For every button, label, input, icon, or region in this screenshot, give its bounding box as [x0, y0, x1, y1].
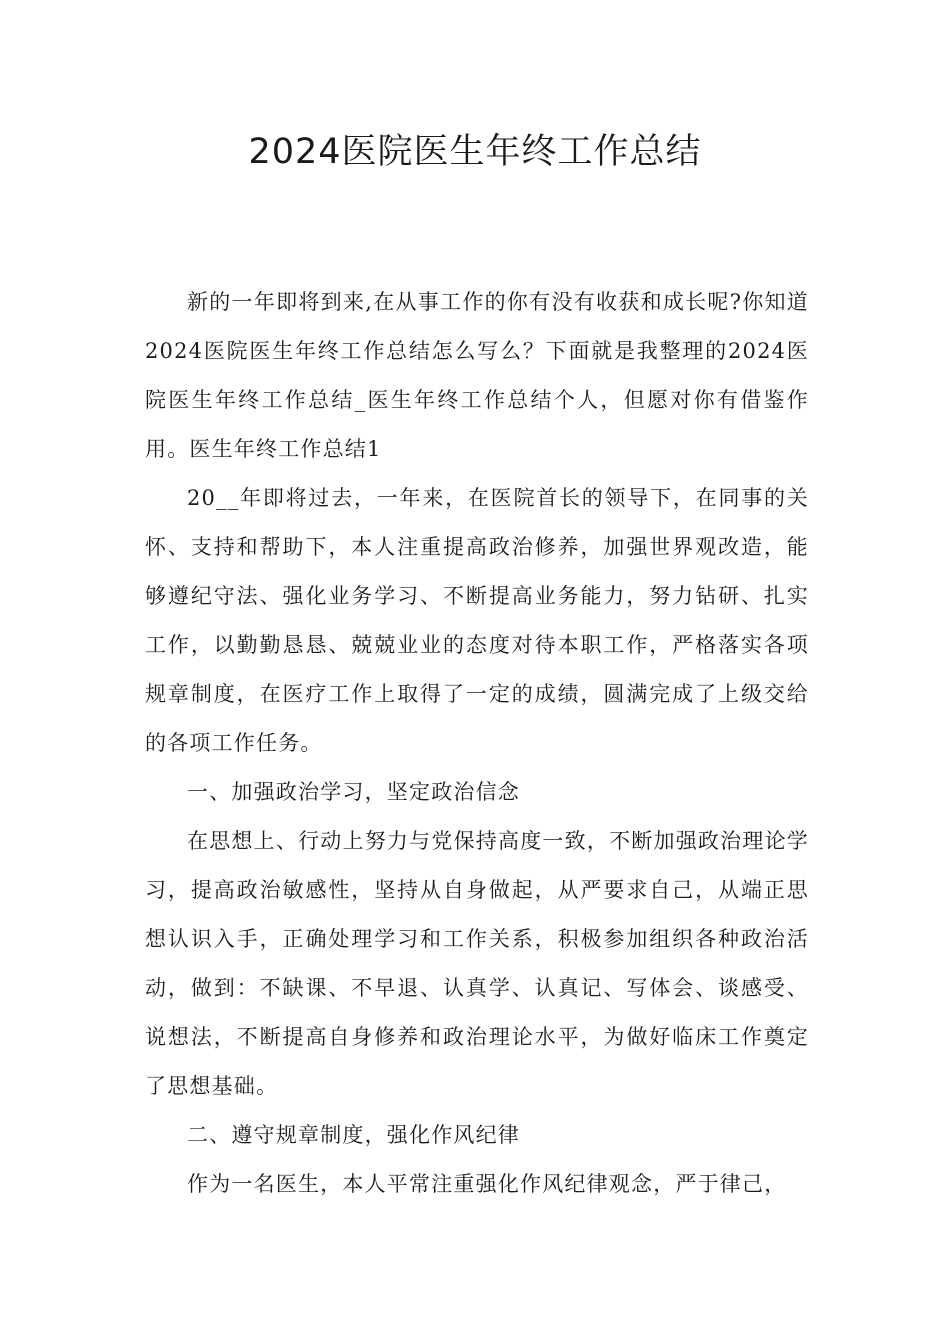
intro-paragraph: 新的一年即将到来,在从事工作的你有没有收获和成长呢?你知道2024医院医生年终工作总结怎么写么？下面就是我整理的2024医院医生年终工作总结_医生年终工作总结个人，但愿对你有借鉴作用。医生年终工作总结1 — [145, 290, 809, 461]
paragraph-rules-discipline: 作为一名医生，本人平常注重强化作风纪律观念，严于律己， — [187, 1172, 787, 1196]
paragraph-overview: 20__年即将过去，一年来，在医院首长的领导下，在同事的关怀、支持和帮助下，本人注重提高政治修养，加强世界观改造，能够遵纪守法、强化业务学习、不断提高业务能力，努力钻研、扎实工作，以勤勤恳恳、兢兢业业的态度对待本职工作，严格落实各项规章制度，在医疗工作上取得了一定的成绩，圆满完成了上级交给的各项工作任务。 — [145, 486, 809, 755]
document-body — [145, 278, 809, 1209]
section-heading-rules-discipline: 二、遵守规章制度，强化作风纪律 — [187, 1123, 520, 1147]
document-title: 2024医院医生年终工作总结 — [248, 132, 702, 172]
paragraph-political-study: 在思想上、行动上努力与党保持高度一致，不断加强政治理论学习，提高政治敏感性，坚持从自身做起，从严要求自己，从端正思想认识入手，正确处理学习和工作关系，积极参加组织各种政治活动，做到：不缺课、不早退、认真学、认真记、写体会、谈感受、说想法，不断提高自身修养和政治理论水平，为做好临床工作奠定了思想基础。 — [145, 829, 809, 1098]
section-heading-political-study: 一、加强政治学习，坚定政治信念 — [187, 780, 520, 804]
